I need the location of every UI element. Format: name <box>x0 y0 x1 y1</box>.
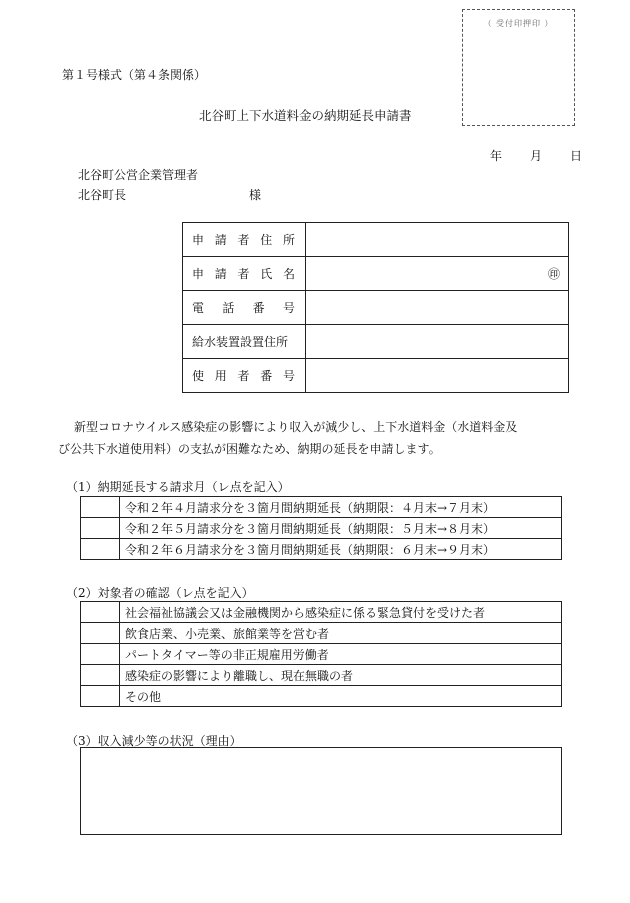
section2-heading: （2）対象者の確認（レ点を記入） <box>66 586 254 600</box>
checklist-item: 飲食店業、小売業、旅館業等を営む者 <box>120 623 562 644</box>
label-char: 使 <box>192 369 205 383</box>
form-number: 第１号様式（第４条関係） <box>62 68 207 82</box>
applicant-info-table <box>182 222 569 393</box>
table-row <box>81 623 562 644</box>
label-char: 氏 <box>260 267 273 281</box>
checkbox-cell[interactable] <box>81 497 120 518</box>
checkbox-cell[interactable] <box>81 602 120 623</box>
stamp-label: （ 受付印押印 ） <box>483 19 554 28</box>
reason-textbox[interactable] <box>80 747 562 835</box>
label-char: 申 <box>192 233 205 247</box>
user-number-field[interactable] <box>306 359 569 393</box>
checklist-item: 令和２年６月請求分を３箇月間納期延長（納期限：６月末→９月末） <box>120 539 562 560</box>
label-char: 住 <box>260 233 273 247</box>
label-char: 話 <box>222 301 235 315</box>
table-row <box>81 518 562 539</box>
page-title: 北谷町上下水道料金の納期延長申請書 <box>199 108 412 123</box>
supply-address-label <box>183 325 306 359</box>
checkbox-cell[interactable] <box>81 518 120 539</box>
table-row <box>183 223 569 257</box>
checkbox-cell[interactable] <box>81 686 120 707</box>
table-row <box>183 325 569 359</box>
seal-mark: ㊞ <box>547 267 560 281</box>
phone-label <box>183 291 306 325</box>
section1-heading: （1）納期延長する請求月（レ点を記入） <box>66 480 290 494</box>
table-row <box>183 291 569 325</box>
label-char: 請 <box>214 233 227 247</box>
supply-address-field[interactable] <box>306 325 569 359</box>
label-char: 請 <box>214 267 227 281</box>
section1-checklist <box>80 496 562 560</box>
label-char: 申 <box>192 267 205 281</box>
label-char: 者 <box>237 233 250 247</box>
checklist-item: 感染症の影響により離職し、現在無職の者 <box>120 665 562 686</box>
table-row <box>81 644 562 665</box>
spread-label <box>192 231 305 248</box>
checklist-item: パートタイマー等の非正規雇用労働者 <box>120 644 562 665</box>
applicant-name-label <box>183 257 306 291</box>
statement-line1-text: 新型コロナウイルス感染症の影響により収入が減少し、上下水道料金（水道料金及 <box>74 420 518 434</box>
table-row <box>183 257 569 291</box>
addressee-line2: 北谷町長 <box>78 188 127 202</box>
checkbox-cell[interactable] <box>81 644 120 665</box>
spread-label <box>192 299 305 316</box>
applicant-address-field[interactable] <box>306 223 569 257</box>
label-char: 電 <box>192 301 205 315</box>
table-row <box>81 686 562 707</box>
label-char: 用 <box>214 369 227 383</box>
checklist-item: その他 <box>120 686 562 707</box>
spread-label <box>192 367 305 384</box>
label-char: 名 <box>282 267 295 281</box>
date-day-label: 日 <box>570 149 583 163</box>
checklist-item: 社会福祉協議会又は金融機関から感染症に係る緊急貸付を受けた者 <box>120 602 562 623</box>
table-row <box>81 602 562 623</box>
spread-label <box>192 265 305 282</box>
label-char: 号 <box>282 301 295 315</box>
label-char: 者 <box>237 267 250 281</box>
label-char: 所 <box>282 233 295 247</box>
label-char: 号 <box>282 369 295 383</box>
table-row <box>81 497 562 518</box>
applicant-address-label <box>183 223 306 257</box>
table-row <box>81 539 562 560</box>
date-month-label: 月 <box>530 149 543 163</box>
phone-field[interactable] <box>306 291 569 325</box>
date-year-label: 年 <box>490 149 503 163</box>
checkbox-cell[interactable] <box>81 539 120 560</box>
label-char: 者 <box>237 369 250 383</box>
statement-line1 <box>62 416 587 438</box>
section3-heading: （3）収入減少等の状況（理由） <box>66 734 242 748</box>
table-row <box>183 359 569 393</box>
reception-stamp-box <box>462 9 575 126</box>
label-char: 番 <box>260 369 273 383</box>
label-char: 番 <box>252 301 265 315</box>
user-number-label <box>183 359 306 393</box>
table-row <box>81 665 562 686</box>
addressee-honorific: 様 <box>249 188 262 202</box>
checkbox-cell[interactable] <box>81 623 120 644</box>
addressee-line1: 北谷町公営企業管理者 <box>78 168 199 182</box>
statement-line2: び公共下水道使用料）の支払が困難なため、納期の延長を申請します。 <box>58 442 441 456</box>
checklist-item: 令和２年５月請求分を３箇月間納期延長（納期限：５月末→８月末） <box>120 518 562 539</box>
section2-checklist <box>80 601 562 707</box>
label-text: 給水装置設置住所 <box>192 335 289 349</box>
application-statement <box>58 416 587 460</box>
applicant-name-field[interactable] <box>306 257 569 291</box>
checklist-item: 令和２年４月請求分を３箇月間納期延長（納期限：４月末→７月末） <box>120 497 562 518</box>
checkbox-cell[interactable] <box>81 665 120 686</box>
